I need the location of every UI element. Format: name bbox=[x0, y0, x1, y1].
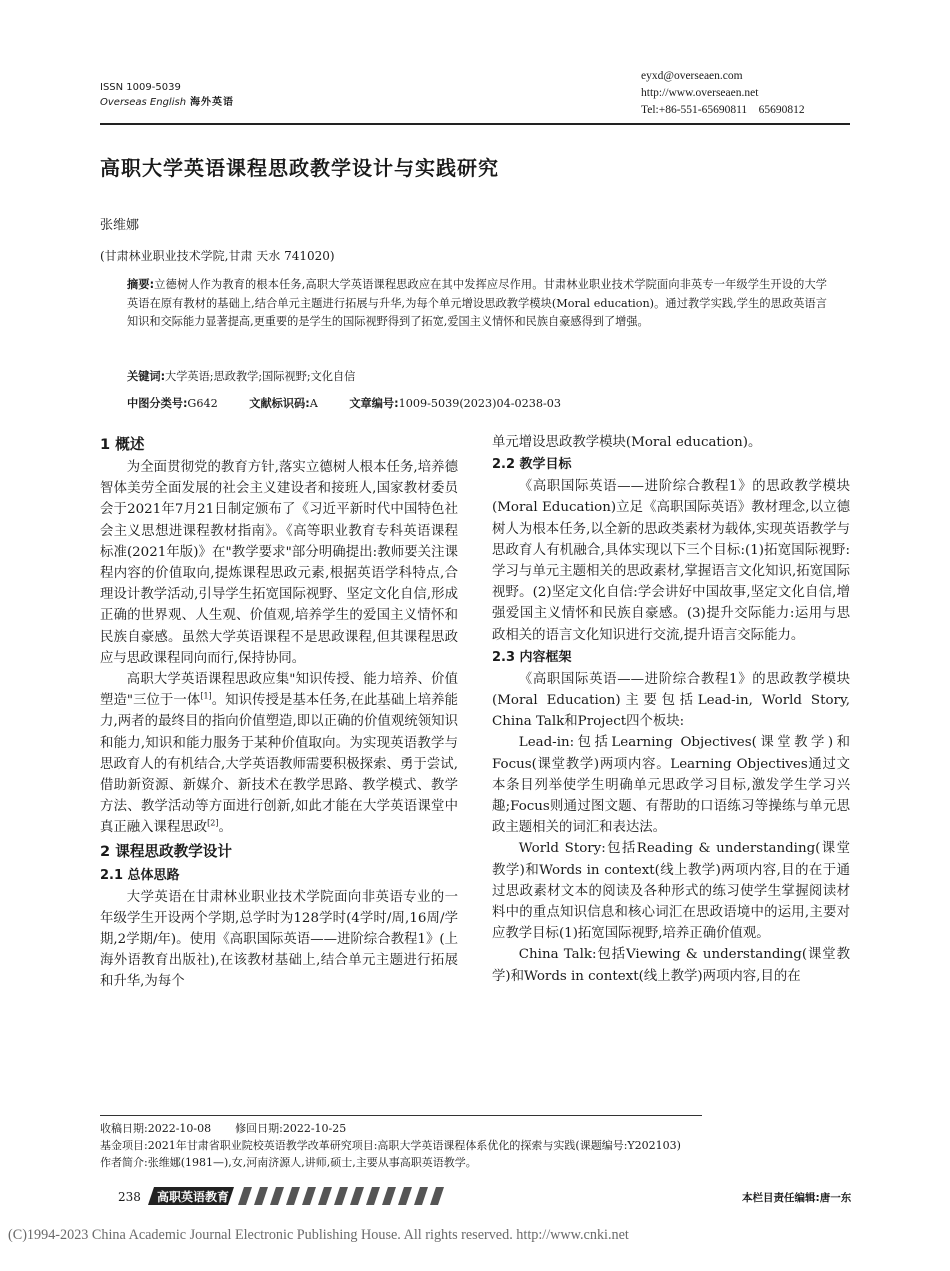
doc-code-label: 文献标识码: bbox=[249, 397, 310, 410]
article-author: 张维娜 bbox=[100, 218, 140, 233]
paragraph-2-part-c: 。 bbox=[218, 820, 232, 836]
article-number-label: 文章编号: bbox=[349, 397, 399, 410]
paragraph-7: World Story:包括Reading & understanding(课堂教学)和Words in context(线上教学)两项内容,目的在于通过思政素材文本的阅读及各种形式的练习使学生掌握阅读材料中的重点知识信息和核心词汇在思政语境中的运用,主要对应教学目标(1)拓宽国际视野,培养正确价值观。 bbox=[492, 841, 850, 942]
classification-line bbox=[127, 395, 589, 411]
logo-text: 高职英语教育 bbox=[157, 1190, 230, 1204]
contact-email: eyxd@overseaen.com bbox=[641, 70, 743, 82]
keywords-label: 关键词: bbox=[127, 370, 166, 383]
page-number: 238 bbox=[118, 1190, 141, 1204]
paragraph-1: 为全面贯彻党的教育方针,落实立德树人根本任务,培养德智体美劳全面发展的社会主义建设者和接班人,国家教材委员会于2021年7月21日制定颁布了《习近平新时代中国特色社会主义思想进课程教材指南》。《高等职业教育专科英语课程标准(2021年版)》在"教学要求"部分明确提出:教师要关注课程内容的价值取向,提炼课程思政元素,根据英语学科特点,合理设计教学活动,引导学生拓宽国际视野、坚定文化自信,形成正确的世界观、人生观、价值观,培养学生的爱国主义情怀和民族自豪感。虽然大学英语课程不是思政课程,但其课程思政应与思政课程同向而行,保持协同。 bbox=[100, 460, 458, 666]
journal-name-cn: 海外英语 bbox=[190, 97, 235, 108]
abstract bbox=[127, 276, 827, 332]
author-bio: 作者简介:张维娜(1981—),女,河南济源人,讲师,硕士,主要从事高职英语教学。 bbox=[100, 1156, 477, 1169]
dates-row bbox=[100, 1120, 860, 1137]
article-number bbox=[349, 397, 561, 410]
footer-logo-banner bbox=[148, 1187, 448, 1205]
journal-name bbox=[100, 95, 234, 110]
section-heading-1: 1 概述 bbox=[100, 436, 145, 453]
paragraph-3: 大学英语在甘肃林业职业技术学院面向非英语专业的一年级学生开设两个学期,总学时为128学时(4学时/周,16周/学期,2学期/年)。使用《高职国际英语——进阶综合教程1》(上海外语教育出版社),在该教材基础上,结合单元主题进行拓展和升华,为每个 bbox=[100, 889, 458, 990]
journal-header-left bbox=[100, 80, 234, 110]
paragraph-6: Lead-in:包括Learning Objectives(课堂教学)和Focus(课堂教学)两项内容。Learning Objectives通过文本条目列举使学生明确单元思政学习目标,激发学生学习兴趣;Focus则通过图文题、有帮助的口语练习等操练与单元思政主题相关的词汇和表达法。 bbox=[492, 735, 850, 836]
paragraph-8: China Talk:包括Viewing & understanding(课堂教学)和Words in context(线上教学)两项内容,目的在 bbox=[492, 947, 850, 984]
footnote-rule bbox=[100, 1115, 702, 1116]
doc-code-value: A bbox=[309, 397, 318, 410]
column-editor: 本栏目责任编辑:唐一东 bbox=[742, 1192, 852, 1204]
body-column-left bbox=[100, 432, 458, 993]
subsection-heading-2-3: 2.3 内容框架 bbox=[492, 649, 572, 665]
issn: ISSN 1009-5039 bbox=[100, 82, 181, 93]
subsection-heading-2-2: 2.2 教学目标 bbox=[492, 457, 572, 473]
contact-tel: Tel:+86-551-65690811 65690812 bbox=[641, 104, 805, 116]
footnotes bbox=[100, 1120, 860, 1171]
section-heading-2: 2 课程思政教学设计 bbox=[100, 842, 232, 860]
clc-code bbox=[127, 397, 218, 410]
logo-stripes bbox=[238, 1187, 444, 1205]
article-affiliation: (甘肃林业职业技术学院,甘肃 天水 741020) bbox=[100, 249, 335, 263]
citation-1: [1] bbox=[200, 691, 212, 701]
clc-label: 中图分类号: bbox=[127, 397, 188, 410]
revised-date: 修回日期:2022-10-25 bbox=[235, 1122, 347, 1135]
header-rule bbox=[100, 123, 850, 125]
paragraph-3-continued: 单元增设思政教学模块(Moral education)。 bbox=[492, 435, 762, 450]
paragraph-2-part-a: 高职大学英语课程思政应集"知识传授、能力培养、价值塑造"三位于一体 bbox=[100, 672, 458, 709]
fund-note: 基金项目:2021年甘肃省职业院校英语教学改革研究项目:高职大学英语课程体系优化的探索与实践(课题编号:Y202103) bbox=[100, 1139, 681, 1152]
received-date: 收稿日期:2022-10-08 bbox=[100, 1122, 212, 1135]
paragraph-2-part-b: 。知识传授是基本任务,在此基础上培养能力,两者的最终目的指向价值塑造,即以正确的价值观统领知识和能力,知识和能力服务于某种价值取向。为实现英语教学与思政育人的有机结合,大学英语教师需要积极探索、勇于尝试,借助新资源、新媒介、新技术在教学思路、教学模式、教学方法、教学活动等方面进行创新,如此才能在大学英语课堂中真正融入课程思政 bbox=[100, 693, 458, 836]
contact-website: http://www.overseaen.net bbox=[641, 87, 759, 99]
abstract-label: 摘要: bbox=[127, 278, 155, 291]
copyright-notice: (C)1994-2023 China Academic Journal Electronic Publishing House. All rights reserved. http://www.cnki.net bbox=[8, 1227, 629, 1243]
body-column-right bbox=[492, 432, 850, 987]
keywords-text: 大学英语;思政教学;国际视野;文化自信 bbox=[165, 370, 356, 383]
doc-code bbox=[249, 397, 318, 410]
keywords bbox=[127, 368, 355, 384]
paragraph-5: 《高职国际英语——进阶综合教程1》的思政教学模块(Moral Education)主要包括Lead-in, World Story, China Talk和Project四个板块: bbox=[492, 671, 850, 730]
article-number-value: 1009-5039(2023)04-0238-03 bbox=[398, 397, 562, 410]
paragraph-2 bbox=[100, 669, 458, 839]
citation-2: [2] bbox=[207, 818, 219, 828]
paragraph-4: 《高职国际英语——进阶综合教程1》的思政教学模块(Moral Education)立足《高职国际英语》教材理念,以立德树人为根本任务,以全新的思政类素材为载体,实现英语教学与思政育人有机融合,具体实现以下三个目标:(1)拓宽国际视野:学习与单元主题相关的思政素材,掌握语言文化知识,拓宽国际视野。(2)坚定文化自信:学会讲好中国故事,坚定文化自信,增强爱国主义情怀和民族自豪感。(3)提升交际能力:运用与思政相关的语言文化知识进行交流,提升语言交际能力。 bbox=[492, 479, 850, 643]
journal-name-en: Overseas English bbox=[100, 97, 187, 108]
article-title: 高职大学英语课程思政教学设计与实践研究 bbox=[100, 156, 499, 180]
subsection-heading-2-1: 2.1 总体思路 bbox=[100, 867, 180, 883]
abstract-text: 立德树人作为教育的根本任务,高职大学英语课程思政应在其中发挥应尽作用。甘肃林业职业技术学院面向非英专一年级学生开设的大学英语在原有教材的基础上,结合单元主题进行拓展与升华,为每个单元增设思政教学模块(Moral education)。通过教学实践,学生的思政英语言知识和交际能力显著提高,更重要的是学生的国际视野得到了拓宽,爱国主义情怀和民族自豪感得到了增强。 bbox=[127, 278, 827, 328]
journal-contact bbox=[641, 68, 805, 119]
clc-value: G642 bbox=[187, 397, 218, 410]
